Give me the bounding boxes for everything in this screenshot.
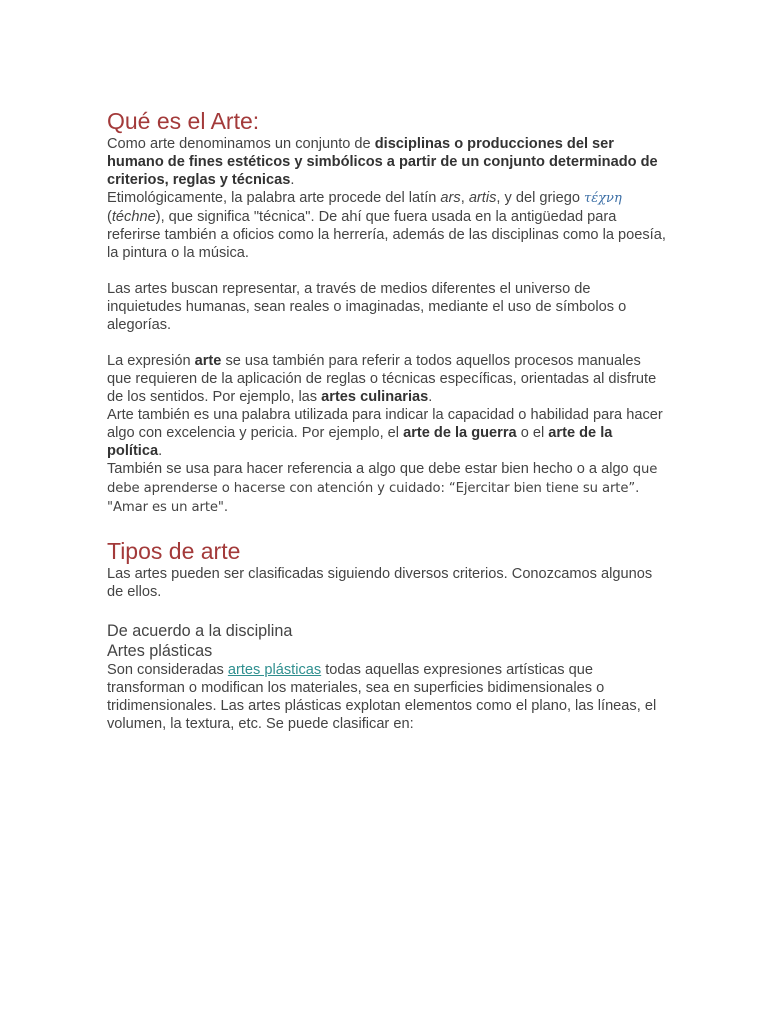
text: ,: [460, 190, 469, 206]
article-content: [107, 107, 667, 733]
spacer: [107, 601, 667, 621]
bold-artes-culinarias: artes culinarias: [321, 389, 429, 405]
text: (: [107, 209, 112, 225]
text: Arte también es una palabra utilizada para indicar la capacidad o habilidad para hacer algo con excelencia y pericia. Por ejemplo, el: [107, 407, 663, 441]
bold-arte-de-la-guerra: arte de la guerra: [403, 425, 517, 441]
paragraph-etymology: [107, 189, 667, 262]
paragraph-representation: Las artes buscan representar, a través de medios diferentes el universo de inquietudes humanas, sean reales o imaginadas, mediante el uso de símbolos o alegorías.: [107, 281, 627, 333]
text: La expresión: [107, 353, 195, 369]
text: todas aquellas expresiones artísticas que transforman o modifican los materiales, sea en superficies bidimensionales o tridimensionales. Las artes plásticas explotan elementos como el plano, las líneas, el volumen, la textura, etc. Se puede clasificar en:: [107, 662, 657, 732]
heading-que-es-el-arte: Qué es el Arte:: [107, 108, 260, 134]
text: .: [158, 443, 163, 459]
link-artes-plasticas[interactable]: artes plásticas: [227, 662, 322, 678]
paragraph-classification: Las artes pueden ser clasificadas siguiendo diversos criterios. Conozcamos algunos de ellos.: [107, 566, 653, 600]
text: .: [428, 389, 433, 405]
paragraph-expression: [107, 352, 667, 406]
italic-artis: artis: [468, 190, 497, 206]
text: Son consideradas: [107, 662, 228, 678]
text: Etimológicamente, la palabra arte procede del latín: [107, 190, 441, 206]
paragraph-artes-plasticas: [107, 661, 667, 733]
spacer: [107, 334, 667, 352]
bold-definition: disciplinas o producciones del ser humano de fines estéticos y simbólicos a partir de un conjunto determinado de criterios, reglas y técnicas: [107, 136, 658, 188]
heading-tipos-de-arte: Tipos de arte: [107, 538, 241, 564]
text: ), que significa "técnica". De ahí que fuera usada en la antigüedad para referirse también a oficios como la herrería, además de las disciplinas como la poesía, la pintura o la música.: [107, 209, 666, 261]
bold-arte-de-la-politica: arte de la política: [107, 425, 613, 459]
text: , y del griego: [496, 190, 585, 206]
text: se usa también para referir a todos aquellos procesos manuales que requieren de la aplicación de reglas o técnicas específicas, orientadas al disfrute de los sentidos. Por ejemplo, las: [107, 353, 657, 405]
text: .: [290, 172, 295, 188]
paragraph-definition: [107, 135, 667, 189]
bold-arte: arte: [194, 353, 222, 369]
text: Como arte denominamos un conjunto de: [107, 136, 375, 152]
text-alt-font: que debe aprenderse o hacerse con atención y cuidado: “Ejercitar bien tiene su arte”. "Amar es un arte".: [107, 462, 658, 515]
paragraph-skill: [107, 406, 667, 460]
italic-techne: téchne: [111, 209, 156, 225]
greek-word: τέχνη: [584, 191, 622, 206]
subheading-artes-plasticas: Artes plásticas: [107, 642, 213, 660]
text: También se usa para hacer referencia a algo que debe estar bien hecho o a algo: [107, 461, 633, 477]
spacer: [107, 262, 667, 280]
spacer: [107, 517, 667, 537]
subheading-disciplina: De acuerdo a la disciplina: [107, 622, 293, 640]
text: o el: [516, 425, 549, 441]
paragraph-reference: [107, 460, 667, 517]
italic-ars: ars: [440, 190, 461, 206]
